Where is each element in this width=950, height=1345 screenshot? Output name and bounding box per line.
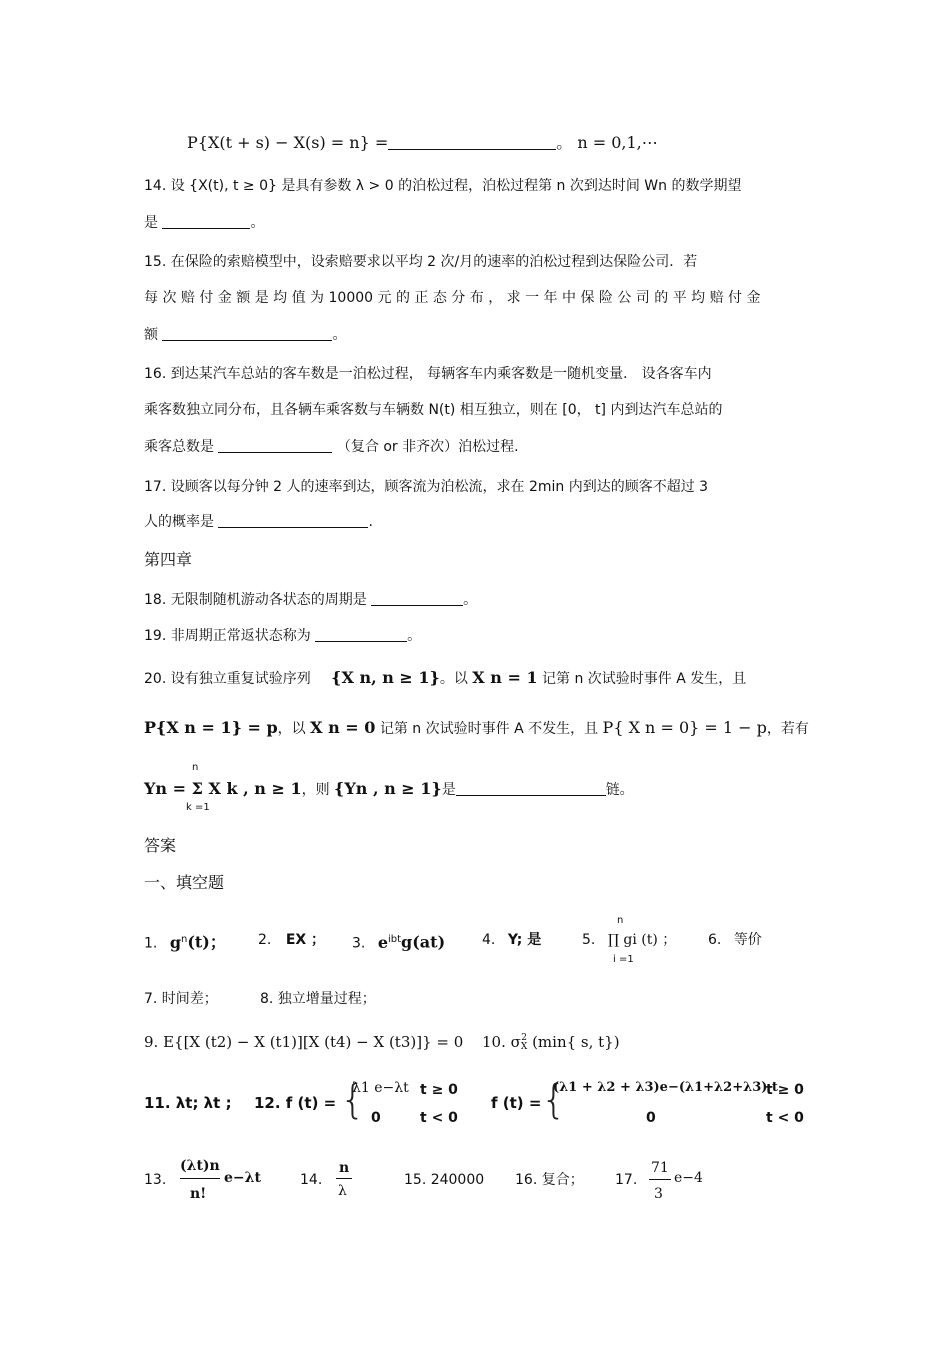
answer-13-top: (λt)n [180,1158,220,1174]
answer-5 [582,930,676,950]
q14-line1: 14. 设 {X(t), t ≥ 0} 是具有参数 λ > 0 的泊松过程，泊松过程第 n 次到达时间 Wn 的数学期望 [144,178,742,194]
answer-12b-row2: 0 [646,1110,656,1126]
answer-1-sup: n [181,934,188,945]
q20-line2-mid: ，以 [277,721,306,737]
answer-12-label: 12. f (t) = [254,1094,337,1112]
q19-line [144,626,421,646]
answers-heading: 答案 [144,836,177,855]
q20-line3-pre-blank: 是 [441,782,456,798]
q20-line2 [144,718,809,739]
q17-line2-post: . [368,514,373,530]
answer-7: 7. 时间差； [144,991,218,1007]
q17-blank [218,513,368,528]
q20-line3 [144,779,634,800]
q20-line3-mid: ，则 [301,782,330,798]
q20-y-expr: Yn = Σ X k , n ≥ 1 [144,779,302,798]
answer-10-tail: (min{ s, t}) [532,1033,620,1051]
q17-line1: 17. 设顾客以每分钟 2 人的速率到达，顾客流为泊松流，求在 2min 内到达的顾客不超过 3 [144,479,709,495]
q14-line2 [144,213,264,233]
answer-1-tail: (t)； [187,932,226,952]
q18-pre: 18. 无限制随机游动各状态的周期是 [144,592,367,608]
answer-13-bottom: n! [190,1186,207,1202]
q15-line3-post: 。 [332,327,347,343]
answer-17-bottom: 3 [654,1186,663,1202]
answer-13-num: 13. [144,1172,167,1188]
answer-17-tail: e−4 [674,1170,703,1186]
answer-10-sub: X [520,1042,528,1052]
q20-eq-1mp: P{ X n = 0} = 1 − p [602,718,767,737]
q16-line3-pre: 乘客总数是 [144,439,214,455]
q20-line1-mid: 。以 [439,671,468,687]
q20-sum-top: n [192,762,199,773]
q14-line2-post: 。 [250,215,265,231]
answer-17-fraction-bar [649,1179,671,1180]
q19-blank [315,627,407,642]
answer-4 [482,930,541,950]
answer-12-row2-cond: t < 0 [420,1110,458,1126]
q15-line2: 每 次 赔 付 金 额 是 均 值 为 10000 元 的 正 态 分 布 ， 求 一 年 中 保 险 公 司 的 平 均 赔 付 金 [144,290,761,306]
q18-line [144,590,477,610]
answer-12b-row1-cond: t ≥ 0 [766,1082,804,1098]
answer-13-tail: e−λt [224,1170,261,1186]
answer-6-num: 6. [708,932,722,948]
answer-3-num: 3. [352,935,366,952]
q16-line3-post: （复合 or 非齐次）泊松过程. [336,439,519,455]
q20-line1-post: 记第 n 次试验时事件 A 发生，且 [542,671,747,687]
answer-12-row2: 0 [371,1110,381,1126]
answer-2-num: 2. [258,932,272,948]
q20-line2-mid2: 记第 n 次试验时事件 A 不发生，且 [379,721,603,737]
q20-line1-pre: 20. 设有独立重复试验序列 [144,671,311,687]
answer-10-sigma: 10. σ [482,1033,521,1051]
section-heading: 一、填空题 [144,873,225,892]
q14-blank [162,214,250,229]
answer-14-num: 14. [300,1172,323,1188]
chapter-heading: 第四章 [144,550,193,569]
answer-12b-brace: { [541,1077,567,1123]
q13-line [187,133,658,153]
answer-17-num: 17. [615,1172,638,1188]
answer-6-val: 等价 [733,932,762,948]
answer-2 [258,930,325,950]
answer-1-num: 1. [144,935,158,952]
q20-sum-bottom: k =1 [186,802,210,813]
q17-line2 [144,512,373,532]
q16-line1: 16. 到达某汽车总站的客车数是一泊松过程， 每辆客车内乘客数是一随机变量． 设各客车内 [144,366,712,382]
answer-11: 11. λt; λt ; [144,1094,232,1112]
answer-12b-row1: (λ1 + λ2 + λ3)e−(λ1+λ2+λ3) t [553,1080,778,1095]
answer-12b-label: f (t) = [491,1094,542,1112]
q18-post: 。 [463,592,478,608]
q20-set-yn: {Yn , n ≥ 1} [334,779,442,798]
answer-3-e: e [377,932,388,952]
answer-13-fraction-bar [180,1178,220,1179]
answer-8: 8. 独立增量过程； [260,991,376,1007]
answer-12-brace: { [340,1077,366,1123]
q15-line3-pre: 额 [144,327,158,343]
answer-14-bottom: λ [338,1183,347,1199]
q19-post: 。 [407,628,422,644]
answer-4-val: Y; 是 [507,932,542,948]
q20-eq-xn0: X n = 0 [310,718,376,737]
q20-eq-p: P{X n = 1} = p [144,718,278,737]
answer-5-num: 5. [582,932,596,948]
q19-pre: 19. 非周期正常返状态称为 [144,628,311,644]
answer-10 [482,1032,620,1052]
answer-3 [352,930,445,954]
q20-set-xn: {X n, n ≥ 1} [331,668,440,687]
answer-12-row1: λ1 e−λt [352,1080,409,1096]
answer-14-top: n [339,1160,350,1176]
answer-16: 16. 复合； [515,1172,584,1188]
answer-6 [708,930,762,950]
answer-12b-row2-cond: t < 0 [766,1110,804,1126]
answer-5-val: ∏ gi (t) ； [607,932,677,948]
q15-blank [162,326,332,341]
q20-blank [456,781,606,796]
q17-line2-pre: 人的概率是 [144,514,214,530]
answer-17-top: 71 [651,1160,669,1176]
answer-12-row1-cond: t ≥ 0 [420,1082,458,1098]
q13-blank [388,135,556,150]
q13-tail: 。 n = 0,1,⋯ [556,133,658,152]
answer-9: 9. E{[X (t2) − X (t1)][X (t4) − X (t3)]} = 0 [144,1033,464,1051]
answer-5-top: n [617,915,624,926]
q14-line2-pre: 是 [144,215,158,231]
q18-blank [371,591,463,606]
answer-4-num: 4. [482,932,496,948]
q20-eq-xn1: X n = 1 [472,668,538,687]
q20-line3-post: 链。 [605,782,634,798]
q15-line1: 15. 在保险的索赔模型中，设索赔要求以平均 2 次/月的速率的泊松过程到达保险公司．若 [144,254,698,270]
q16-line2: 乘客数独立同分布，且各辆车乘客数与车辆数 N(t) 相互独立，则在 [0， t] 内到达汽车总站的 [144,402,723,418]
answer-15: 15. 240000 [404,1172,485,1188]
q15-line3 [144,325,346,345]
answer-10-sup: 2 [521,1033,527,1043]
answer-3-tail: g(at) [401,932,446,952]
answer-1-g: g [169,932,181,952]
answer-14-fraction-bar [336,1178,352,1179]
answer-2-val: EX ； [285,932,326,948]
answer-5-bottom: i =1 [613,954,634,965]
q13-expr: P{X(t + s) − X(s) = n} = [187,133,389,152]
q20-line2-post: ，若有 [766,721,809,737]
q16-line3 [144,437,519,457]
q20-line1 [144,668,746,689]
q16-blank [218,438,332,453]
answer-3-sup: ibt [388,934,402,945]
answer-1 [144,930,226,954]
